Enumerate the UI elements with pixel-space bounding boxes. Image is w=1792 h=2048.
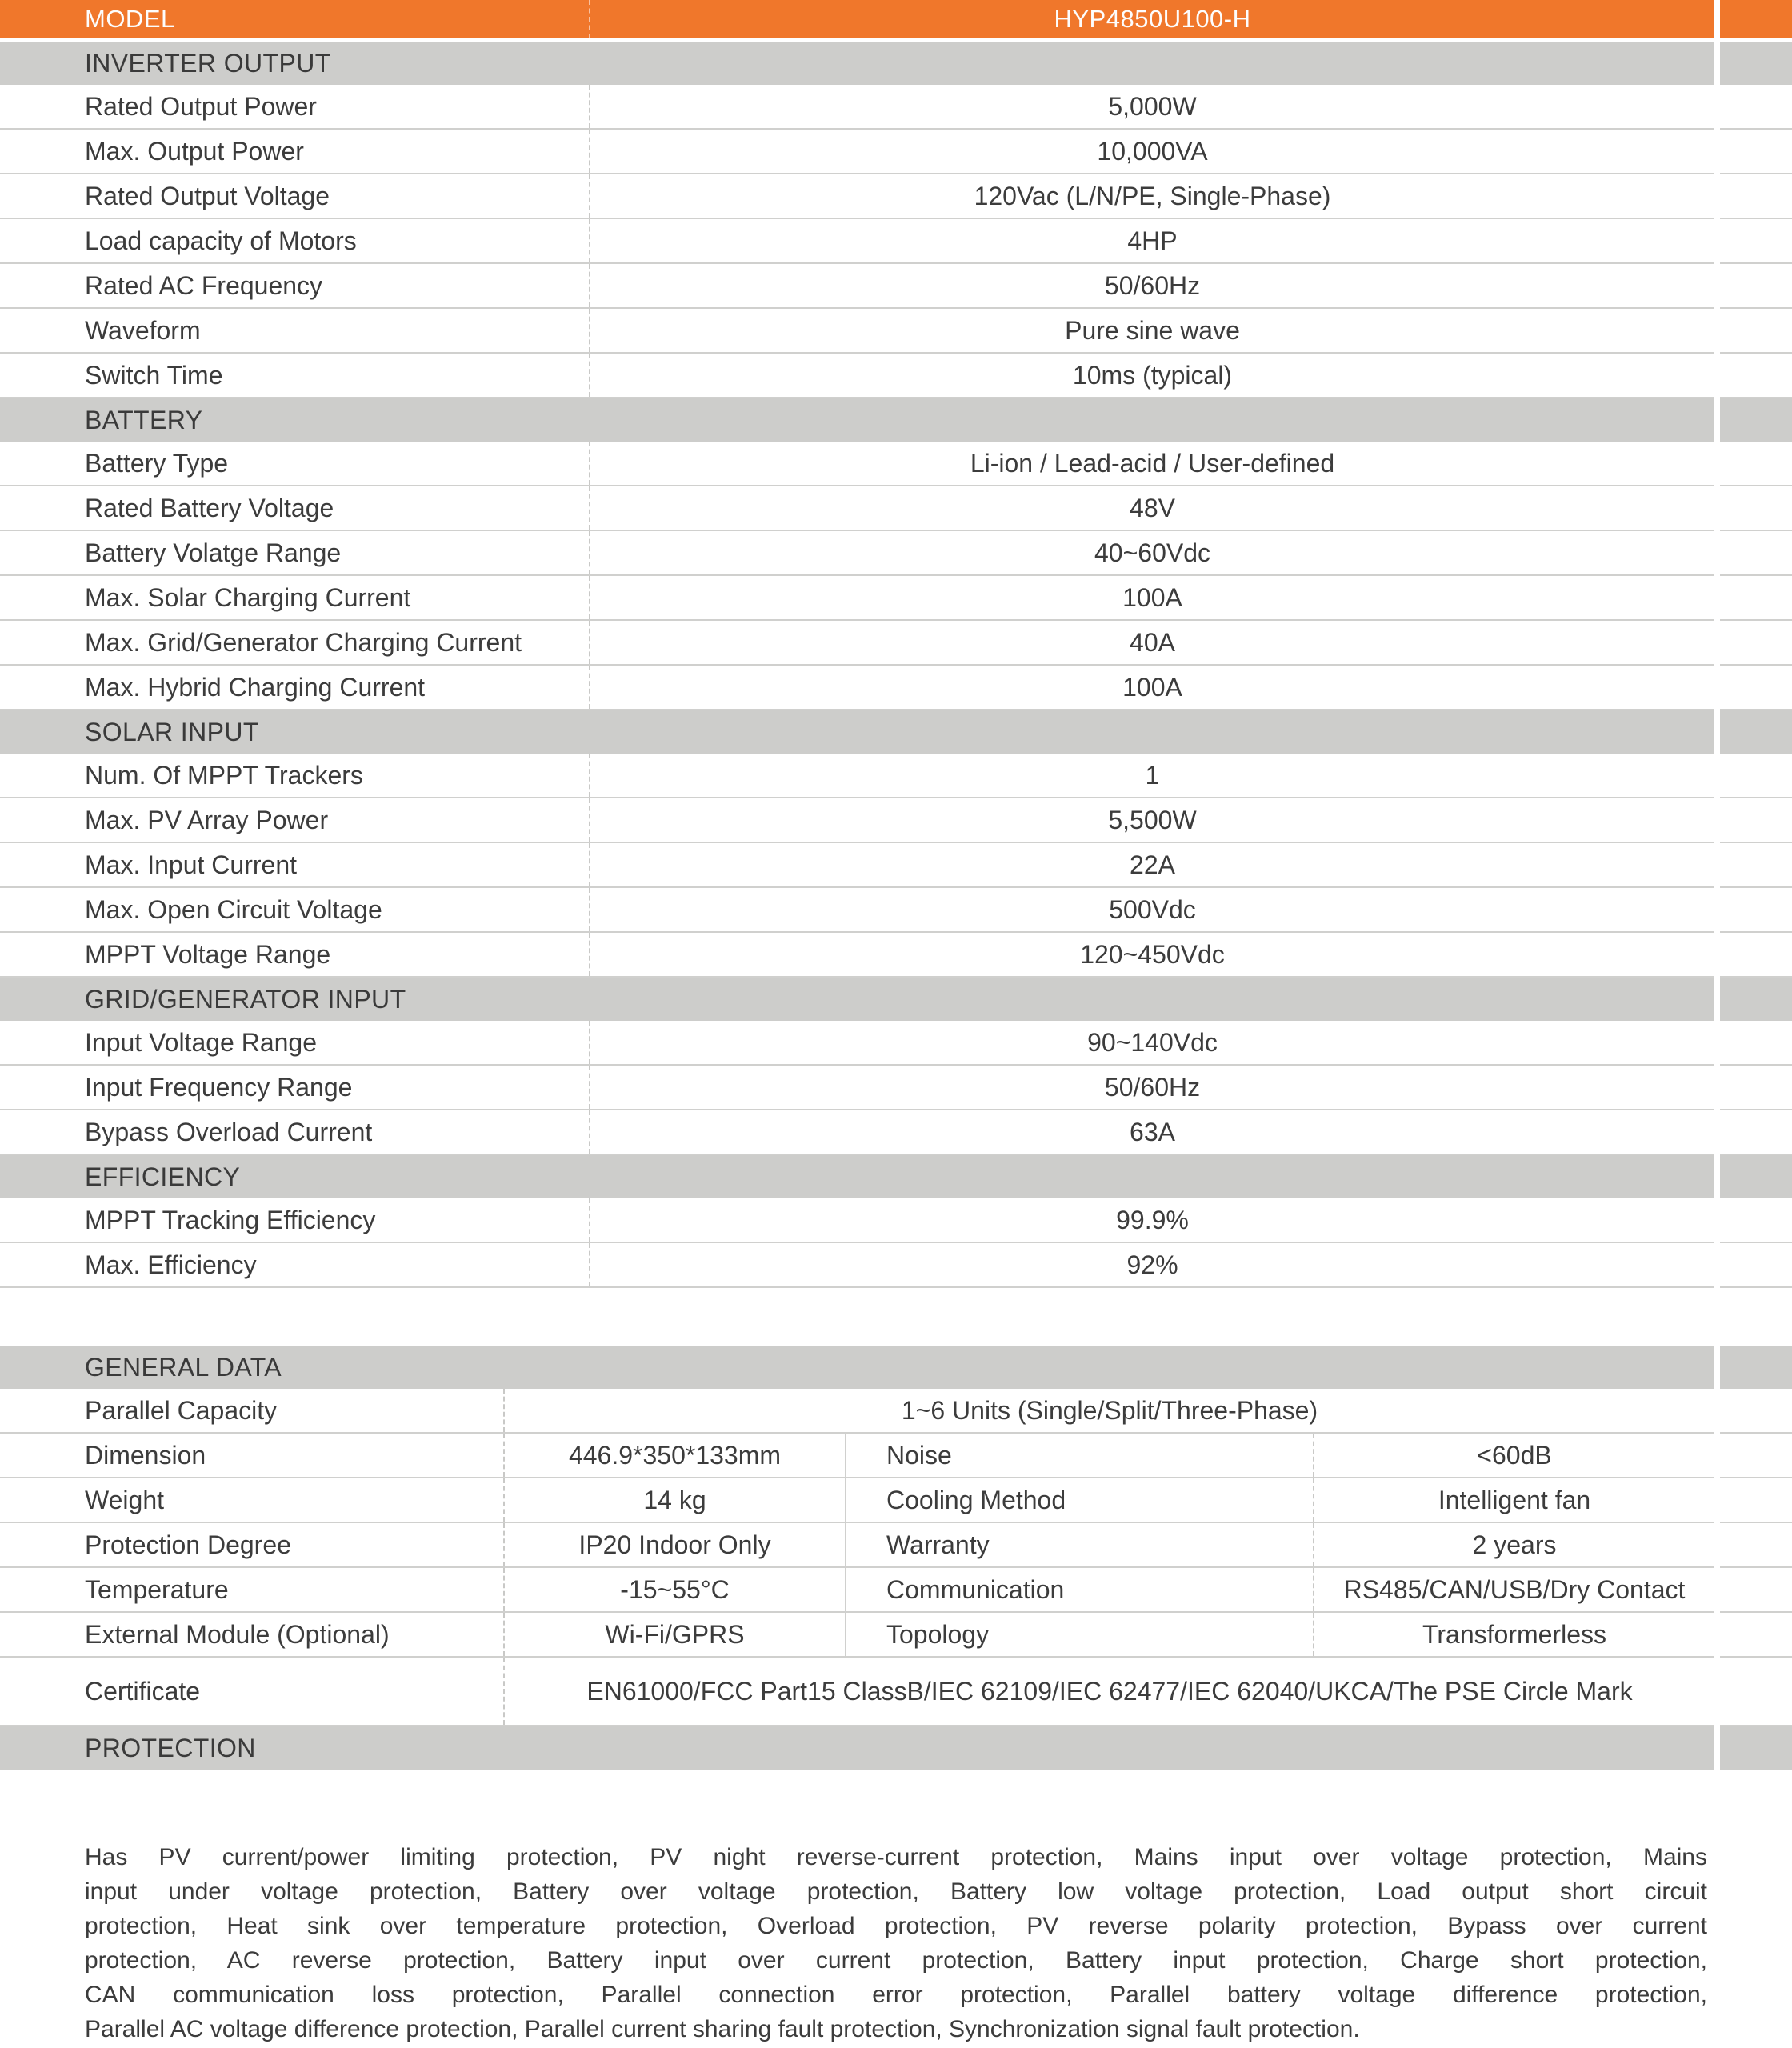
general-label: Dimension — [85, 1440, 206, 1470]
protection-text — [85, 1840, 1707, 2046]
general-value: Transformerless — [1313, 1613, 1714, 1656]
spec-value: 22A — [589, 843, 1714, 886]
spec-row — [0, 1021, 1792, 1066]
spec-value: 100A — [589, 666, 1714, 709]
row-spacer — [1714, 1198, 1792, 1242]
spec-value: 1 — [589, 754, 1714, 797]
protection-text-line: protection, AC reverse protection, Battery input over current protection, Battery input protection, Charge short protection, — [85, 1947, 1707, 1974]
general-value: 2 years — [1313, 1523, 1714, 1566]
general-label: External Module (Optional) — [85, 1619, 390, 1649]
row-spacer — [1714, 1568, 1792, 1611]
protection-text-line: protection, Heat sink over temperature protection, Overload protection, PV reverse polarity protection, Bypass over current — [85, 1913, 1707, 1939]
row-spacer — [1714, 666, 1792, 709]
spec-label: Input Voltage Range — [85, 1027, 318, 1057]
spec-row — [0, 843, 1792, 888]
model-header-row — [0, 0, 1792, 38]
spec-row — [0, 798, 1792, 843]
row-spacer — [1714, 1434, 1792, 1477]
general-label: Parallel Capacity — [85, 1395, 278, 1425]
spec-value: 40~60Vdc — [589, 531, 1714, 574]
spec-value: 40A — [589, 621, 1714, 664]
row-spacer — [1714, 843, 1792, 886]
spec-value: 500Vdc — [589, 888, 1714, 931]
spec-value: 92% — [589, 1243, 1714, 1286]
spec-value: Li-ion / Lead-acid / User-defined — [589, 442, 1714, 485]
section-header: GRID/GENERATOR INPUT — [0, 978, 1792, 1021]
spec-value: 90~140Vdc — [589, 1021, 1714, 1064]
spec-row — [0, 1243, 1792, 1288]
spec-row — [0, 264, 1792, 309]
section-header: EFFICIENCY — [0, 1155, 1792, 1198]
spec-row — [0, 933, 1792, 978]
spec-label: Bypass Overload Current — [85, 1117, 373, 1146]
general-value: 14 kg — [503, 1478, 845, 1522]
row-spacer — [1714, 309, 1792, 352]
spec-row — [0, 1066, 1792, 1110]
general-value: IP20 Indoor Only — [503, 1523, 845, 1566]
spec-value: 50/60Hz — [589, 1066, 1714, 1109]
spec-value: 50/60Hz — [589, 264, 1714, 307]
row-spacer — [1714, 174, 1792, 218]
general-label: Protection Degree — [85, 1530, 291, 1559]
spec-row — [0, 354, 1792, 398]
spec-label: Max. Hybrid Charging Current — [85, 672, 426, 702]
spec-value: 120~450Vdc — [589, 933, 1714, 976]
spec-label: Rated Output Power — [85, 91, 317, 121]
row-spacer — [1714, 1658, 1792, 1725]
spec-value: Pure sine wave — [589, 309, 1714, 352]
row-spacer — [1714, 933, 1792, 976]
spec-row — [0, 486, 1792, 531]
spec-label: Rated Battery Voltage — [85, 493, 334, 522]
section-header: INVERTER OUTPUT — [0, 42, 1792, 85]
row-spacer — [1714, 130, 1792, 173]
row-spacer — [1714, 1613, 1792, 1656]
general-row — [0, 1613, 1792, 1658]
spec-label: Rated Output Voltage — [85, 181, 330, 210]
spec-row — [0, 754, 1792, 798]
general-row — [0, 1434, 1792, 1478]
row-spacer — [1714, 486, 1792, 530]
row-spacer — [1714, 576, 1792, 619]
certificate-value: EN61000/FCC Part15 ClassB/IEC 62109/IEC 62477/IEC 62040/UKCA/The PSE Circle Mark — [503, 1658, 1714, 1725]
row-spacer — [1714, 1066, 1792, 1109]
certificate-row — [0, 1658, 1792, 1726]
general-value: <60dB — [1313, 1434, 1714, 1477]
row-spacer — [1714, 354, 1792, 397]
spec-label: Max. Input Current — [85, 850, 297, 879]
spec-label: Max. Efficiency — [85, 1250, 257, 1279]
spec-value: 99.9% — [589, 1198, 1714, 1242]
spec-label: Max. Solar Charging Current — [85, 582, 411, 612]
spec-row — [0, 576, 1792, 621]
spec-row — [0, 666, 1792, 710]
row-spacer — [1714, 1110, 1792, 1154]
spec-row — [0, 621, 1792, 666]
section-header: PROTECTION — [0, 1726, 1792, 1770]
row-spacer — [1714, 1389, 1792, 1432]
spec-label: Num. Of MPPT Trackers — [85, 760, 363, 790]
header-spacer — [1714, 0, 1792, 38]
section-header: BATTERY — [0, 398, 1792, 442]
spec-label: MPPT Voltage Range — [85, 939, 331, 969]
spec-label: Battery Volatge Range — [85, 538, 342, 567]
spec-label: Max. Output Power — [85, 136, 304, 166]
general-value: Intelligent fan — [1313, 1478, 1714, 1522]
spec-row — [0, 174, 1792, 219]
general-label: Weight — [85, 1485, 165, 1514]
spec-label: Battery Type — [85, 448, 229, 478]
protection-text-line: CAN communication loss protection, Parallel connection error protection, Parallel battery voltage difference protection, — [85, 1982, 1707, 2008]
spec-value: 10,000VA — [589, 130, 1714, 173]
spec-row — [0, 309, 1792, 354]
general-label: Cooling Method — [845, 1478, 1313, 1522]
section-header: GENERAL DATA — [0, 1346, 1792, 1389]
protection-text-line: Parallel AC voltage difference protection, Parallel current sharing fault protection, Synchronization signal fault protection. — [85, 2016, 1360, 2042]
spec-label: Input Frequency Range — [85, 1072, 353, 1102]
protection-text-line: input under voltage protection, Battery over voltage protection, Battery low voltage protection, Load output short circuit — [85, 1878, 1707, 1905]
row-spacer — [1714, 621, 1792, 664]
spec-value: 63A — [589, 1110, 1714, 1154]
model-header-value: HYP4850U100-H — [589, 0, 1714, 38]
row-spacer — [1714, 531, 1792, 574]
general-label: Warranty — [845, 1523, 1313, 1566]
spec-value: 48V — [589, 486, 1714, 530]
spec-row — [0, 531, 1792, 576]
spec-row — [0, 888, 1792, 933]
row-spacer — [1714, 754, 1792, 797]
spec-label: Waveform — [85, 315, 201, 345]
general-label: Communication — [845, 1568, 1313, 1611]
spec-label: Max. PV Array Power — [85, 805, 329, 834]
table-gap — [0, 1288, 1792, 1346]
row-spacer — [1714, 888, 1792, 931]
spec-label: Switch Time — [85, 360, 223, 390]
row-spacer — [1714, 85, 1792, 128]
spec-value: 4HP — [589, 219, 1714, 262]
general-row — [0, 1478, 1792, 1523]
spec-table-body — [0, 42, 1792, 2046]
general-value: Wi-Fi/GPRS — [503, 1613, 845, 1656]
spec-row — [0, 442, 1792, 486]
column-seam — [1714, 0, 1720, 1770]
model-header-label: MODEL — [85, 5, 175, 33]
spec-row — [0, 130, 1792, 174]
row-spacer — [1714, 1478, 1792, 1522]
row-spacer — [1714, 798, 1792, 842]
protection-text-line: Has PV current/power limiting protection, PV night reverse-current protection, Mains input over voltage protection, Mains — [85, 1844, 1707, 1870]
row-spacer — [1714, 1243, 1792, 1286]
certificate-label: Certificate — [85, 1676, 201, 1706]
row-spacer — [1714, 442, 1792, 485]
spec-label: Load capacity of Motors — [85, 226, 357, 255]
general-value: 1~6 Units (Single/Split/Three-Phase) — [503, 1389, 1714, 1432]
row-spacer — [1714, 1523, 1792, 1566]
general-row — [0, 1523, 1792, 1568]
row-spacer — [1714, 219, 1792, 262]
spec-label: MPPT Tracking Efficiency — [85, 1205, 376, 1234]
row-spacer — [1714, 264, 1792, 307]
section-header: SOLAR INPUT — [0, 710, 1792, 754]
general-value: 446.9*350*133mm — [503, 1434, 845, 1477]
general-value: RS485/CAN/USB/Dry Contact — [1313, 1568, 1714, 1611]
general-label: Topology — [845, 1613, 1313, 1656]
spec-row — [0, 1198, 1792, 1243]
spec-label: Max. Open Circuit Voltage — [85, 894, 382, 924]
general-value: -15~55°C — [503, 1568, 845, 1611]
spec-value: 5,000W — [589, 85, 1714, 128]
spec-row — [0, 85, 1792, 130]
spec-value: 100A — [589, 576, 1714, 619]
general-row — [0, 1568, 1792, 1613]
row-spacer — [1714, 1021, 1792, 1064]
general-label: Temperature — [85, 1574, 229, 1604]
spec-label: Rated AC Frequency — [85, 270, 323, 300]
spec-value: 5,500W — [589, 798, 1714, 842]
spec-value: 10ms (typical) — [589, 354, 1714, 397]
spec-value: 120Vac (L/N/PE, Single-Phase) — [589, 174, 1714, 218]
general-row — [0, 1389, 1792, 1434]
spec-row — [0, 219, 1792, 264]
spec-row — [0, 1110, 1792, 1155]
general-label: Noise — [845, 1434, 1313, 1477]
spec-label: Max. Grid/Generator Charging Current — [85, 627, 522, 657]
